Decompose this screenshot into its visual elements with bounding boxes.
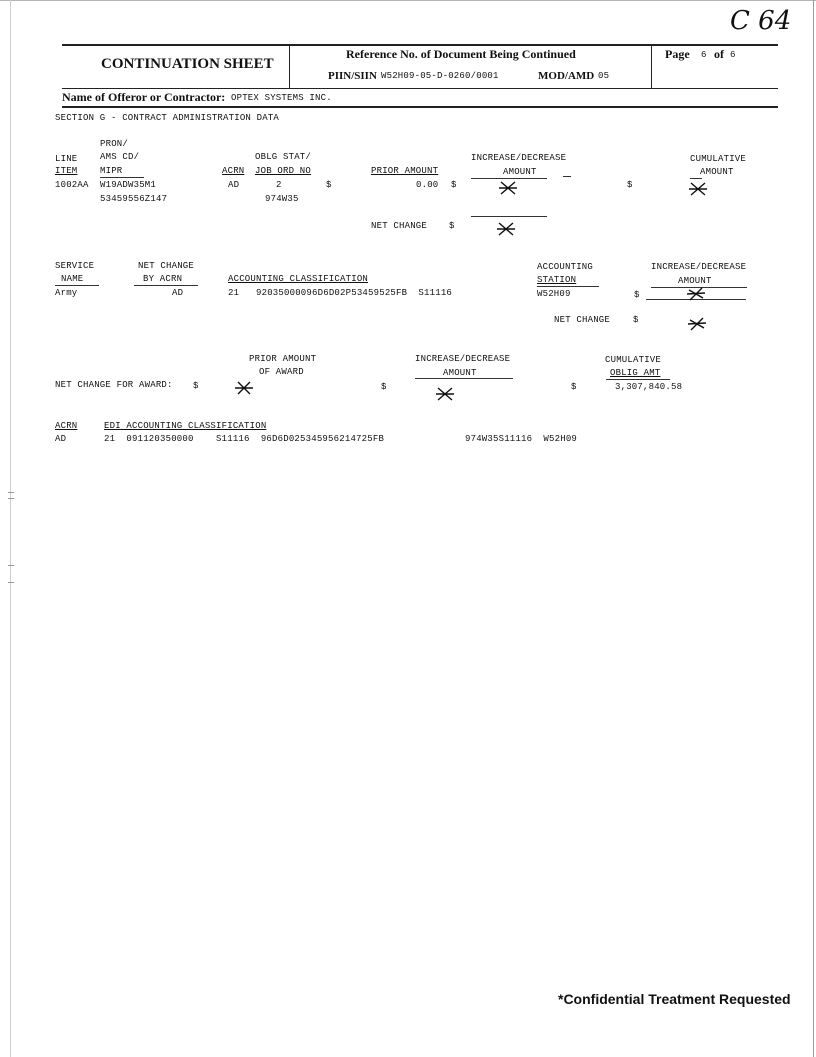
acct-header-by-acrn: BY ACRN — [143, 274, 183, 284]
page-of: of — [714, 47, 724, 61]
header-bottom-rule — [62, 106, 778, 108]
acct-header-service: SERVICE — [55, 261, 95, 271]
row-dollar: $ — [451, 180, 457, 190]
header-divider — [651, 44, 652, 89]
award-oblig-amt-label: OBLIG AMT — [610, 368, 661, 378]
award-prior-amount-label: PRIOR AMOUNT — [249, 354, 317, 364]
row-oblg: 2 — [276, 180, 282, 190]
edi-classification-label: EDI ACCOUNTING CLASSIFICATION — [104, 421, 267, 431]
award-dollar: $ — [571, 382, 577, 392]
underline — [415, 378, 513, 379]
underline — [563, 176, 571, 177]
row-item: 1002AA — [55, 180, 89, 190]
row-prior-amount: 0.00 — [416, 180, 439, 190]
underline — [471, 216, 547, 217]
row-mipr: W19ADW35M1 — [100, 180, 157, 190]
header-top-rule — [62, 44, 778, 46]
header-pron: PRON/ — [100, 139, 129, 149]
section-title: SECTION G - CONTRACT ADMINISTRATION DATA — [55, 113, 280, 123]
reference-label: Reference No. of Document Being Continued — [346, 47, 576, 61]
header-prior-amount: PRIOR AMOUNT — [371, 166, 439, 176]
scan-edge-right — [813, 0, 814, 1057]
award-amount-label: AMOUNT — [443, 368, 477, 378]
row-job-order: 974W35 — [265, 194, 299, 204]
award-of-award-label: OF AWARD — [259, 367, 304, 377]
acct-row-station: W52H09 — [537, 289, 571, 299]
redaction-asterisk — [687, 316, 707, 332]
scan-mark — [8, 582, 14, 583]
scan-mark — [8, 492, 14, 493]
award-cumulative-label: CUMULATIVE — [605, 355, 662, 365]
header-amount: AMOUNT — [503, 167, 537, 177]
acct-header-incdec: INCREASE/DECREASE — [651, 262, 747, 272]
acct-header-amount: AMOUNT — [678, 276, 712, 286]
acct-row-acrn: AD — [172, 288, 184, 298]
header-ams: AMS CD/ — [100, 152, 140, 162]
scan-mark — [8, 565, 14, 566]
acct-header-classification: ACCOUNTING CLASSIFICATION — [228, 274, 369, 284]
scan-edge-top — [0, 0, 816, 1]
scan-edge-left — [10, 0, 11, 1057]
acct-header-name: NAME — [61, 274, 84, 284]
offeror-value: OPTEX SYSTEMS INC. — [231, 93, 332, 103]
edi-classification-values: 21 091120350000 S11116 96D6D025345956214725FB — [104, 434, 385, 444]
edi-classification-extra: 974W35S11116 W52H09 — [465, 434, 578, 444]
header-item: ITEM — [55, 166, 78, 176]
header-acrn: ACRN — [222, 166, 245, 176]
underline — [55, 285, 99, 286]
acct-header-station: STATION — [537, 275, 577, 285]
scan-mark — [8, 498, 14, 499]
net-change-dollar: $ — [449, 221, 455, 231]
edi-acrn-label: ACRN — [55, 421, 78, 431]
acct-net-change-dollar: $ — [633, 315, 639, 325]
piin-value: W52H09-05-D-0260/0001 — [381, 71, 499, 81]
underline — [606, 379, 670, 380]
award-dollar: $ — [193, 381, 199, 391]
acct-row-classification: 21 92035000096D6D02P53459525FB S11116 — [228, 288, 453, 298]
award-cumulative-value: 3,307,840.58 — [615, 382, 683, 392]
header-divider — [289, 44, 290, 89]
page-total: 6 — [730, 50, 736, 60]
header-cumulative: CUMULATIVE — [690, 154, 747, 164]
underline — [134, 285, 198, 286]
confidential-note: *Confidential Treatment Requested — [558, 991, 791, 1007]
row-acrn: AD — [228, 180, 240, 190]
redaction-asterisk — [234, 380, 254, 396]
acct-header-accounting: ACCOUNTING — [537, 262, 594, 272]
handwritten-mark: C 64 — [730, 6, 792, 36]
header-line: LINE — [55, 154, 78, 164]
underline — [537, 286, 599, 287]
acct-header-net-change: NET CHANGE — [138, 261, 195, 271]
redaction-asterisk — [496, 221, 516, 237]
award-incdec-label: INCREASE/DECREASE — [415, 354, 511, 364]
header-mipr: MIPR — [100, 166, 123, 176]
header-oblg: OBLG STAT/ — [255, 152, 312, 162]
award-net-change-label: NET CHANGE FOR AWARD: — [55, 380, 173, 390]
award-dollar: $ — [381, 382, 387, 392]
header-cum-amount: AMOUNT — [700, 167, 734, 177]
redaction-asterisk — [498, 180, 518, 196]
mod-value: 05 — [598, 71, 610, 81]
page-current: 6 — [701, 50, 707, 60]
header-incdec: INCREASE/DECREASE — [471, 153, 567, 163]
offeror-label: Name of Offeror or Contractor: — [62, 90, 226, 104]
edi-acrn: AD — [55, 434, 67, 444]
sheet-title: CONTINUATION SHEET — [101, 56, 274, 72]
redaction-asterisk — [688, 181, 708, 197]
redaction-asterisk — [435, 386, 455, 402]
row-dollar: $ — [326, 180, 332, 190]
row-mipr-second: 53459556Z147 — [100, 194, 168, 204]
header-job-order: JOB ORD NO — [255, 166, 312, 176]
acct-row-dollar: $ — [634, 290, 640, 300]
underline — [690, 178, 702, 179]
page-label: Page — [665, 47, 690, 61]
redaction-asterisk — [686, 286, 706, 302]
acct-row-service: Army — [55, 288, 78, 298]
acct-net-change-label: NET CHANGE — [554, 315, 611, 325]
row-dollar: $ — [627, 180, 633, 190]
header-mid-rule — [62, 88, 778, 89]
net-change-label: NET CHANGE — [371, 221, 428, 231]
underline — [471, 178, 547, 179]
piin-label: PIIN/SIIN — [328, 70, 377, 82]
mod-label: MOD/AMD — [538, 70, 595, 82]
underline — [100, 177, 144, 178]
